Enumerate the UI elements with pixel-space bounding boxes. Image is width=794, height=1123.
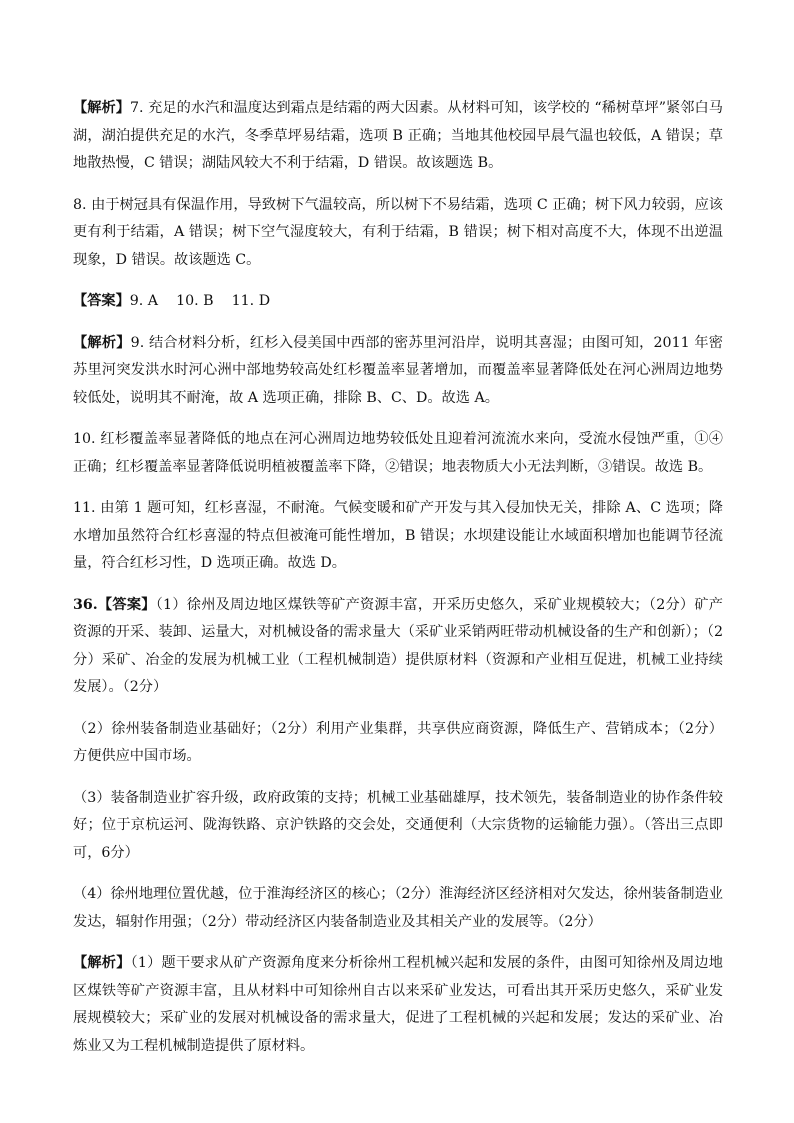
answer-q36-part4 — [73, 881, 723, 936]
analysis-text: 9. 结合材料分析，红杉入侵美国中西部的密苏里河沿岸，说明其喜湿；由图可知，2011 年密苏里河突发洪水时河心洲中部地势较高处红杉覆盖率显著增加，而覆盖率显著降低处在河心洲周边地势较低处，说明其不耐淹，故 A 选项正确，排除 B、C、D。故选 A。 — [73, 334, 723, 406]
answer-q36-part2 — [73, 716, 723, 771]
answer-text: （4）徐州地理位置优越，位于淮海经济区的核心；（2分）淮海经济区经济相对欠发达，徐州装备制造业发达，辐射作用强；（2分）带动经济区内装备制造业及其相关产业的发展等。（2分） — [73, 886, 723, 930]
answer-tag: 36.【答案】 — [73, 596, 156, 613]
analysis-q7 — [73, 95, 723, 178]
answer-q36-part1 — [73, 592, 723, 702]
answer-text: （2）徐州装备制造业基础好；（2分）利用产业集群，共享供应商资源，降低生产、营销成本；（2分）方便供应中国市场。 — [73, 720, 723, 764]
analysis-q9 — [73, 330, 723, 413]
analysis-text: （1）题干要求从矿产资源角度来分析徐州工程机械兴起和发展的条件，由图可知徐州及周边地区煤铁等矿产资源丰富，且从材料中可知徐州自古以来采矿业发达，可看出其开采历史悠久，采矿业发展规模较大；采矿业的发展对机械设备的需求量大，促进了工程机械的兴起和发展；发达的采矿业、冶炼业又为工程机械制造提供了原材料。 — [73, 955, 723, 1054]
answer-q36-part3 — [73, 785, 723, 868]
analysis-tag: 【解析】 — [73, 955, 131, 971]
document-body — [73, 95, 723, 1074]
analysis-q36-part1 — [73, 950, 723, 1060]
analysis-tag: 【解析】 — [73, 334, 131, 351]
analysis-text: 11. 由第 1 题可知，红杉喜湿，不耐淹。气候变暖和矿产开发与其入侵加快无关，排除 A、C 选项；降水增加虽然符合红杉喜湿的特点但被淹可能性增加，B 错误；水坝建设能让水域面积增加也能调节径流量，符合红杉习性，D 选项正确。故选 D。 — [73, 500, 723, 571]
analysis-q11 — [73, 495, 723, 578]
answer-text: （3）装备制造业扩容升级，政府政策的支持；机械工业基础雄厚，技术领先，装备制造业的协作条件较好；位于京杭运河、陇海铁路、京沪铁路的交会处，交通便利（大宗货物的运输能力强）。（答出三点即可，6分） — [73, 789, 723, 861]
answer-text: 9. A 10. B 11. D — [129, 293, 271, 309]
answer-q9-11 — [73, 288, 723, 316]
analysis-q10 — [73, 426, 723, 481]
analysis-text: 8. 由于树冠具有保温作用，导致树下气温较高，所以树下不易结霜，选项 C 正确；树下风力较弱，应该更有利于结霜，A 错误；树下空气湿度较大，有利于结霜，B 错误；树下相对高度不大，体现不出逆温现象，D 错误。故该题选 C。 — [73, 196, 723, 268]
analysis-tag: 【解析】 — [73, 100, 130, 116]
analysis-text: 10. 红杉覆盖率显著降低的地点在河心洲周边地势较低处且迎着河流流水来向，受流水侵蚀严重，①④正确；红杉覆盖率显著降低说明植被覆盖率下降，②错误；地表物质大小无法判断，③错误。故选 B。 — [73, 431, 723, 475]
answer-tag: 【答案】 — [73, 293, 130, 309]
analysis-q8 — [73, 192, 723, 275]
answer-text: （1）徐州及周边地区煤铁等矿产资源丰富，开采历史悠久，采矿业规模较大；（2分）矿产资源的开采、装卸、运量大，对机械设备的需求量大（采矿业采销两旺带动机械设备的生产和创新）；（2分）采矿、冶金的发展为机械工业（工程机械制造）提供原材料（资源和产业相互促进，机械工业持续发展）。（2分） — [73, 596, 723, 695]
analysis-text: 7. 充足的水汽和温度达到霜点是结霜的两大因素。从材料可知，该学校的 “稀树草坪”紧邻白马湖，湖泊提供充足的水汽，冬季草坪易结霜，选项 B 正确；当地其他校园早晨气温也较低，A 错误；草地散热慢，C 错误；湖陆风较大不利于结霜，D 错误。故该题选 B。 — [73, 100, 723, 171]
